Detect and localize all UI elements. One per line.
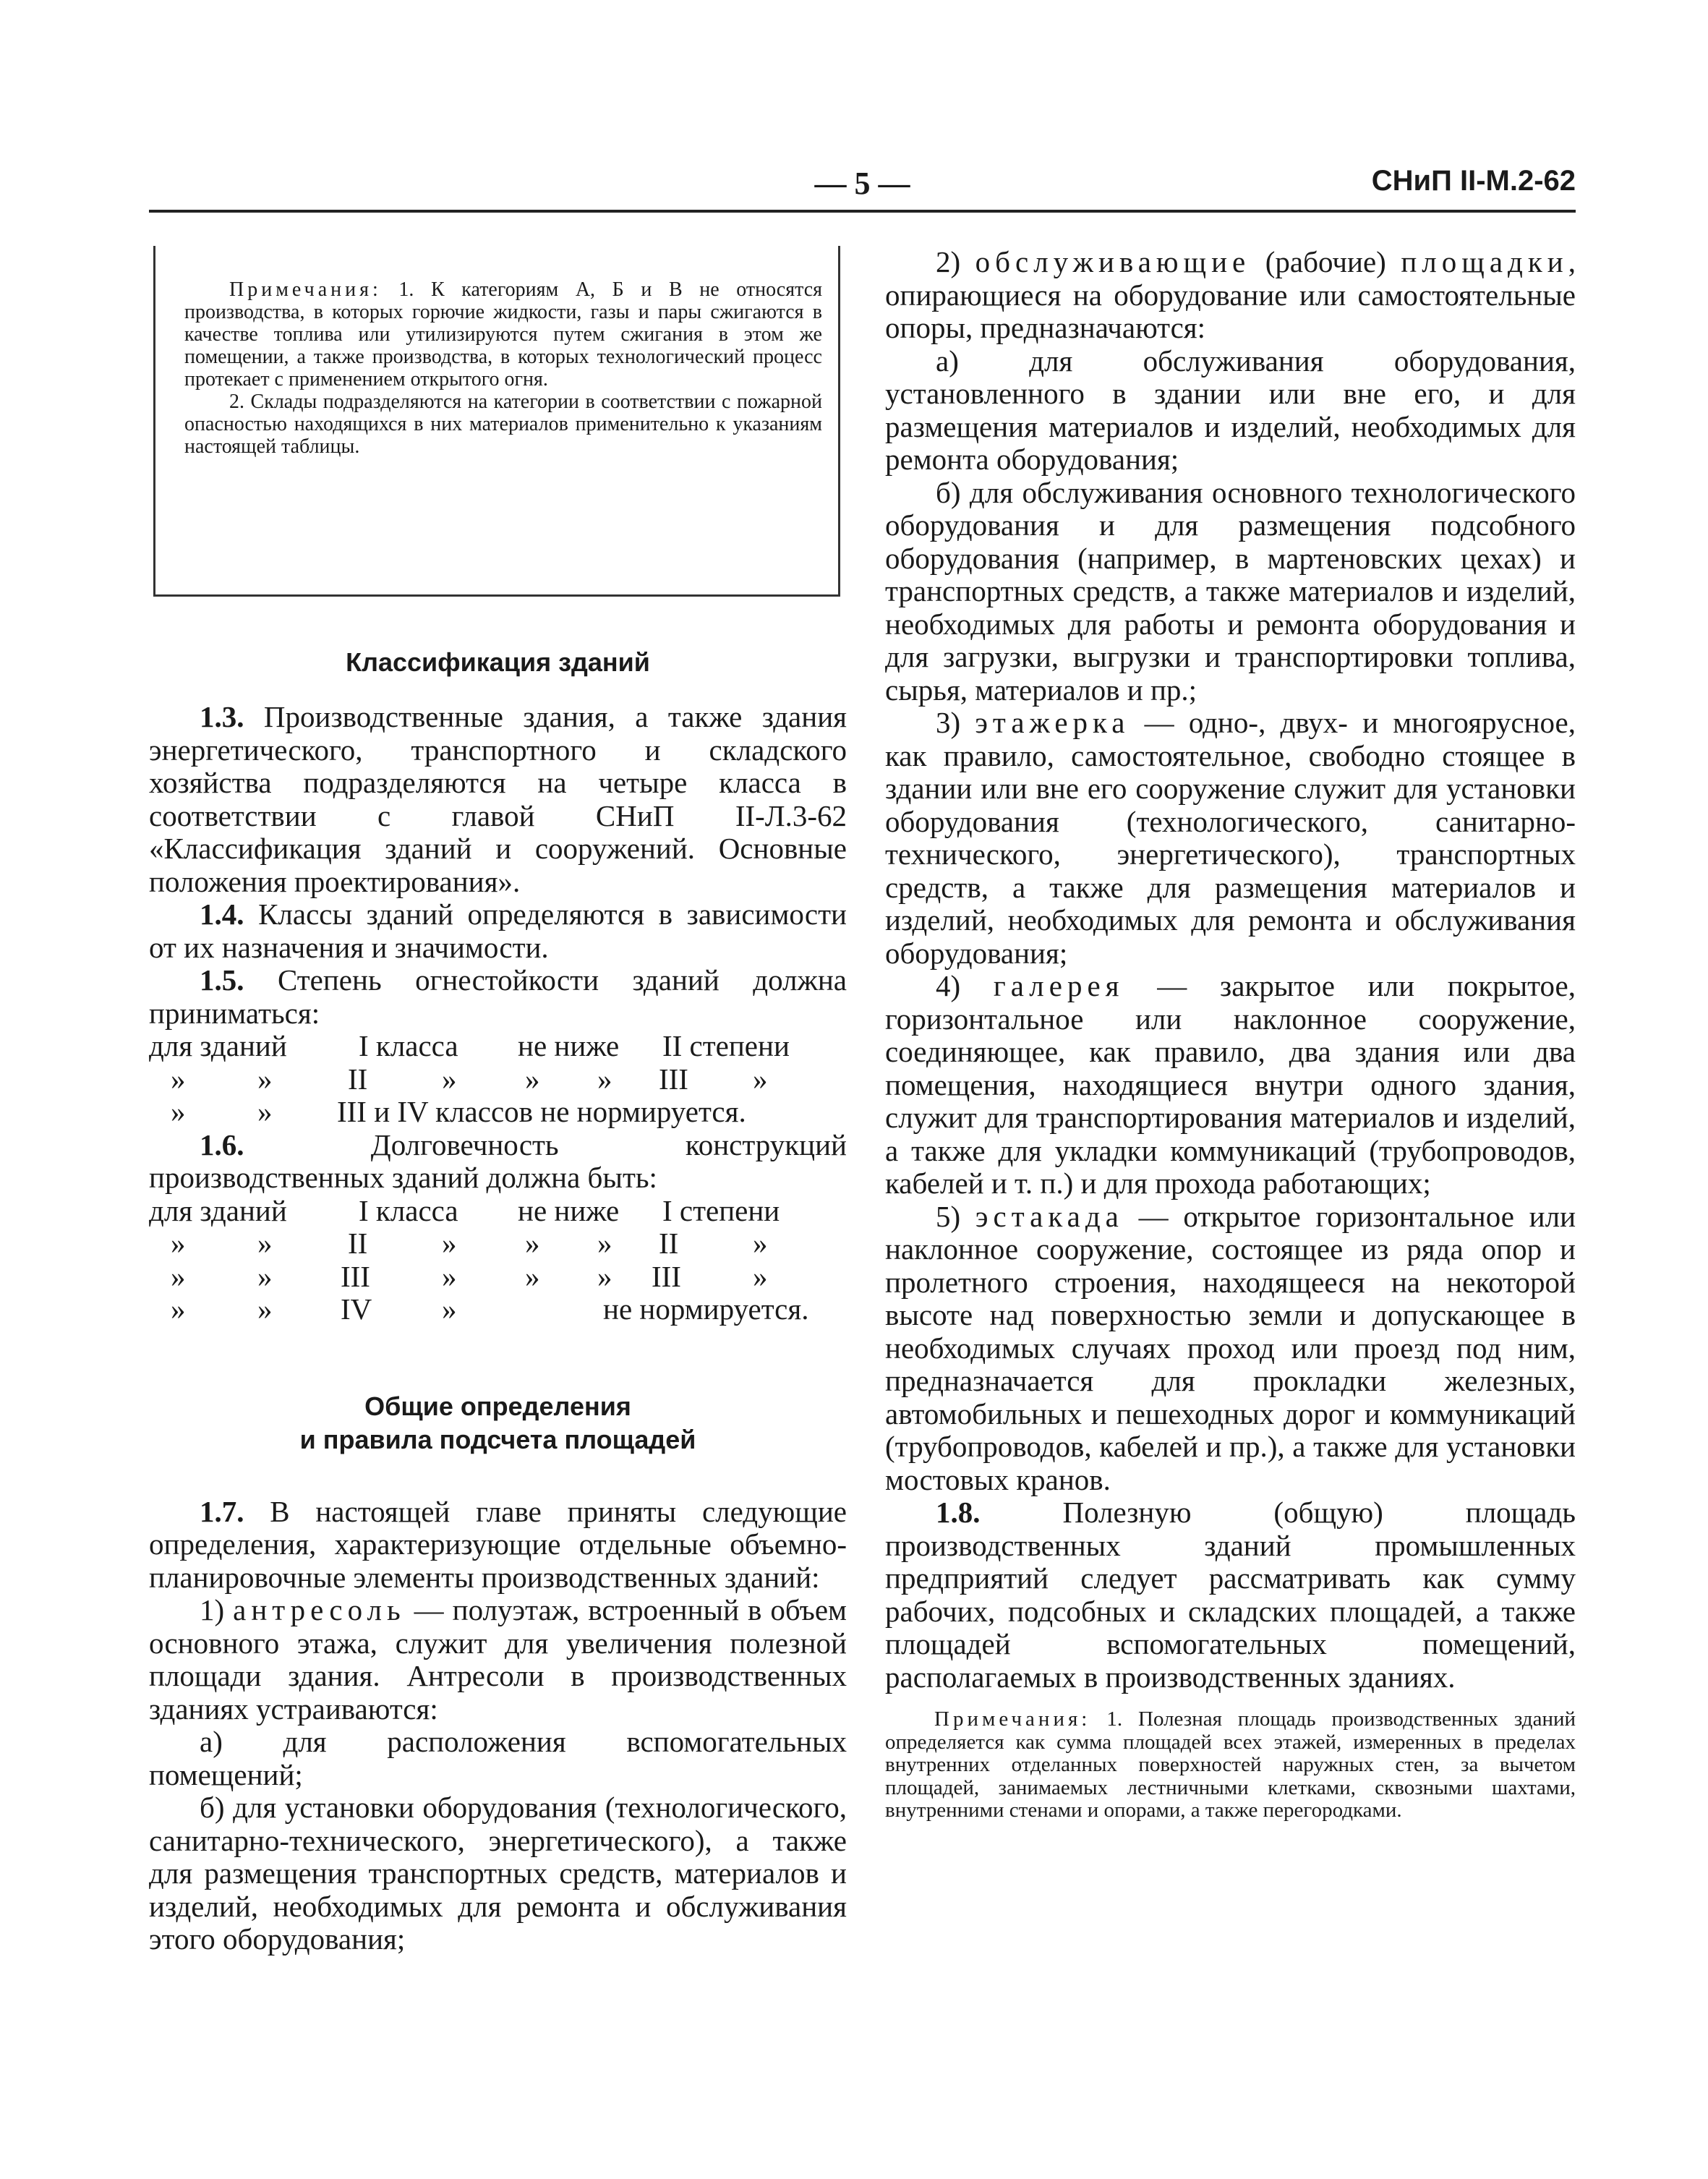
durability-row-2: » » II » » » II »: [171, 1227, 768, 1260]
section-heading-definitions-1: Общие определения: [364, 1391, 631, 1421]
durability-row-3: » » III » » » III »: [171, 1259, 768, 1293]
definition-3: 3) этажерка — одно-, двух- и многоярусное, как правило, самостоятельное, свободно стоящее в здании или вне его сооружение служит для установки оборудования (технологического, санитарно-технического, энергетического), транспортных средств, а также для размещения материалов и изделий, необходимых для ремонта и обслуживания оборудования;: [885, 706, 1576, 970]
definition-1b: б) для установки оборудования (технологического, санитарно-технического, энергетического), а также для размещения транспортных средств, материалов и изделий, необходимых для ремонта и обслуживания этого оборудования;: [149, 1791, 847, 1956]
definition-1: 1) антресоль — полуэтаж, встроенный в объем основного этажа, служит для увеличения полезной площади здания. Антресоли в производственных зданиях устраиваются:: [149, 1593, 847, 1726]
notes-text: [184, 278, 822, 458]
fire-resistance-row-3: » » III и IV классов не нормируется.: [171, 1095, 746, 1128]
notes-box: [153, 246, 840, 597]
definition-2: 2) обслуживающие (рабочие) площадки, опирающиеся на оборудование или самостоятельные опоры, предназначаются:: [885, 245, 1576, 344]
paragraph-1-6: 1.6. Долговечность конструкций производственных зданий должна быть:: [149, 1127, 847, 1194]
paragraph-1-5: 1.5. Степень огнестойкости зданий должна приниматься:: [149, 963, 847, 1030]
page-header: [149, 165, 1576, 208]
footnote: Примечания: 1. Полезная площадь производственных зданий определяется как сумма площадей всех этажей, измеренных в пределах внутренних отделанных поверхностей наружных стен, за вычетом площадей, занимаемых лестничными клетками, сквозными шахтами, внутренними стенами и опорами, а также перегородками.: [885, 1707, 1576, 1822]
definition-4: 4) галерея — закрытое или покрытое, горизонтальное или наклонное сооружение, соединяющее, как правило, два здания или два помещения, находящиеся внутри одного здания, служит для транспортирования материалов и изделий, а также для укладки коммуникаций (трубопроводов, кабелей и т. п.) и для прохода работающих;: [885, 969, 1576, 1200]
note-label: Примечания:: [229, 278, 382, 301]
document-code: СНиП II-М.2-62: [1371, 165, 1576, 197]
paragraph-1-3: 1.3. Производственные здания, а также здания энергетического, транспортного и складского хозяйства подразделяются на четыре класса в соответствии с главой СНиП II-Л.3-62 «Классификация зданий и сооружений. Основные положения проектирования».: [149, 700, 847, 898]
fire-resistance-row-1: для зданий I класса не ниже II степени: [149, 1029, 790, 1062]
right-column: [885, 246, 1576, 1822]
paragraph-1-4: 1.4. Классы зданий определяются в зависимости от их назначения и значимости.: [149, 897, 847, 964]
definition-2b: б) для обслуживания основного технологического оборудования и для размещения подсобного оборудования (например, в мартеновских цехах) и транспортных средств, а также материалов и изделий, необходимых для работы и ремонта оборудования и для загрузки, выгрузки и транспортировки топлива, сырья, материалов и пр.;: [885, 475, 1576, 707]
durability-row-4: » » IV » не нормируется.: [171, 1292, 809, 1326]
page-number: — 5 —: [814, 166, 910, 201]
note-1: 1. К категориям А, Б и В не относятся производства, в которых горючие жидкости, газы и пары сжигаются в качестве топлива или утилизируются путем сжигания в этом же помещении, а также производства, в которых технологический процесс протекает с применением открытого огня.: [184, 278, 822, 391]
definition-5: 5) эстакада — открытое горизонтальное или наклонное сооружение, состоящее из ряда опор и пролетного строения, находящееся на некоторой высоте над поверхностью земли и допускающее в необходимых случаях проход или проезд под ним, предназначается для прокладки железных, автомобильных и пешеходных дорог и коммуникаций (трубопроводов, кабелей и пр.), а также для установки мостовых кранов.: [885, 1199, 1576, 1496]
section-heading-classification: Классификация зданий: [346, 647, 650, 677]
paragraph-1-8: 1.8. Полезную (общую) площадь производственных зданий промышленных предприятий следует рассматривать как сумму рабочих, подсобных и складских площадей, а также площадей вспомогательных помещений, располагаемых в производственных зданиях.: [885, 1496, 1576, 1694]
left-column: [149, 246, 847, 1956]
fire-resistance-row-2: » » II » » » III »: [171, 1062, 768, 1096]
section-heading-definitions-2: и правила подсчета площадей: [299, 1424, 696, 1454]
note-2: 2. Склады подразделяются на категории в соответствии с пожарной опасностью находящихся в них материалов применительно к указаниям настоящей таблицы.: [184, 391, 822, 458]
definition-1a: а) для расположения вспомогательных помещений;: [149, 1725, 847, 1791]
durability-row-1: для зданий I класса не ниже I степени: [149, 1193, 780, 1227]
paragraph-1-7: 1.7. В настоящей главе приняты следующие определения, характеризующие отдельные объемно-планировочные элементы производственных зданий:: [149, 1494, 847, 1594]
definition-2a: а) для обслуживания оборудования, установленного в здании или вне его, и для размещения материалов и изделий, необходимых для ремонта оборудования;: [885, 344, 1576, 476]
header-rule: [149, 210, 1576, 213]
